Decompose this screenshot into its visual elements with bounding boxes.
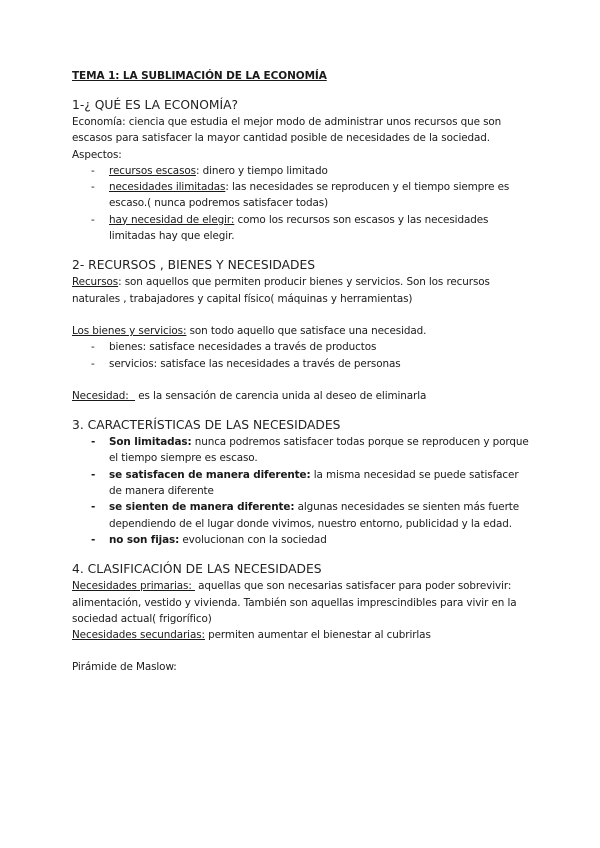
bienes-list (72, 339, 530, 372)
definition-paragraph: Economía: ciencia que estudia el mejor modo de administrar unos recursos que son escasos para satisfacer la mayor cantidad posible de necesidades de la sociedad. (72, 116, 502, 145)
list-item-text: como los recursos son escasos y las necesidades limitadas hay que elegir. (109, 213, 489, 243)
list-item: - bienes: satisface necesidades a través de productos (109, 339, 530, 355)
list-item-term: recursos escasos (109, 164, 196, 177)
section-heading: 1-¿ QUÉ ES LA ECONOMÍA? (72, 98, 239, 112)
list-item-term: se sienten de manera diferente: (109, 501, 295, 514)
list-item-term: hay necesidad de elegir: (109, 213, 235, 226)
list-item (109, 467, 530, 500)
section-recursos (72, 258, 530, 404)
term-text: aquellas que son necesarias satisfacer para poder sobrevivir: alimentación, vestido y vivienda. También son aquellas imprescindibles para vivir en la sociedad actual( frigorífico) (72, 580, 517, 625)
term: Recursos (72, 276, 119, 289)
list-item (109, 434, 530, 467)
list-item (109, 163, 530, 179)
section-heading: 3. CARACTERÍSTICAS DE LAS NECESIDADES (72, 418, 341, 433)
recursos-paragraph (72, 274, 530, 307)
term-text: permiten aumentar el bienestar al cubrirlas (204, 629, 431, 642)
list-item-text: la misma necesidad se puede satisfacer de manera diferente (109, 468, 519, 498)
list-item (109, 532, 530, 548)
aspects-list (72, 163, 530, 244)
list-item-text: : dinero y tiempo limitado (195, 164, 328, 177)
list-item-text: evolucionan con la sociedad (179, 533, 327, 546)
section-clasificacion (72, 562, 530, 675)
section-economia (72, 98, 530, 244)
list-item (109, 499, 530, 532)
list-item-term: se satisfacen de manera diferente: (109, 468, 311, 481)
aspects-label: Aspectos: (72, 148, 122, 161)
list-item-text: algunas necesidades se sienten más fuerte dependiendo de el lugar donde vivimos, nuestro entorno, publicidad y la edad. (109, 501, 520, 530)
term-text: son todo aquello que satisface una necesidad. (186, 324, 427, 337)
caracteristicas-list (72, 434, 530, 548)
list-item-term: Son limitadas: (109, 436, 192, 449)
list-item (109, 212, 530, 245)
document-title: TEMA 1: LA SUBLIMACIÓN DE LA ECONOMÍA (72, 70, 327, 82)
term-text: : son aquellos que permiten producir bienes y servicios. Son los recursos naturales , trabajadores y capital físico( máquinas y herramientas) (72, 276, 490, 305)
list-item (109, 179, 530, 212)
primarias-paragraph (72, 578, 530, 627)
section-caracteristicas (72, 418, 530, 548)
section-heading: 4. CLASIFICACIÓN DE LAS NECESIDADES (72, 562, 322, 577)
necesidad-paragraph (72, 388, 530, 404)
term: Los bienes y servicios: (72, 324, 187, 337)
section-heading: 2- RECURSOS , BIENES Y NECESIDADES (72, 258, 316, 273)
list-item-term: no son fijas: (109, 533, 180, 546)
list-item: - servicios: satisface las necesidades a través de personas (109, 356, 530, 372)
list-item-term: necesidades ilimitadas (109, 181, 226, 194)
bienes-servicios-paragraph (72, 323, 530, 339)
list-item-text: : las necesidades se reproducen y el tiempo siempre es escaso.( nunca podremos satisfacer todas) (109, 181, 510, 210)
term: Necesidades secundarias: (72, 629, 205, 642)
term-text: es la sensación de carencia unida al deseo de eliminarla (135, 389, 427, 402)
list-item-text: nunca podremos satisfacer todas porque se reproducen y porque el tiempo siempre es escaso. (109, 436, 529, 465)
piramide-label: Pirámide de Maslow: (72, 661, 177, 674)
term: Necesidad: (72, 389, 136, 402)
secundarias-paragraph (72, 627, 530, 643)
term: Necesidades primarias: (72, 580, 195, 593)
